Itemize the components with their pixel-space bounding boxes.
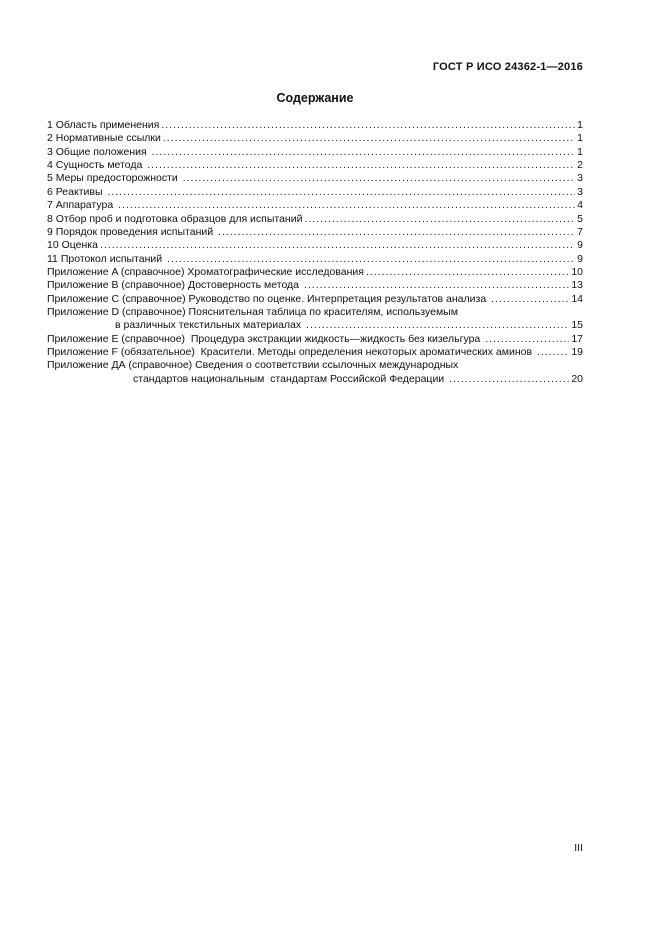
toc-entry-label: 5 Меры предосторожности bbox=[47, 172, 181, 185]
toc-entry-page: 17 bbox=[571, 332, 583, 345]
toc-entry-label: 1 Область применения bbox=[47, 119, 160, 131]
toc-line bbox=[47, 119, 583, 132]
toc-entry bbox=[47, 239, 583, 252]
toc-entry-label: в различных текстильных материалах bbox=[115, 319, 305, 332]
toc-line bbox=[47, 333, 583, 346]
toc-entry-page: 20 bbox=[571, 372, 583, 385]
toc-line bbox=[47, 186, 583, 199]
dot-leader bbox=[107, 186, 575, 199]
toc-entry bbox=[47, 226, 583, 239]
dot-leader bbox=[306, 319, 569, 332]
toc-entry bbox=[47, 159, 583, 172]
toc-line bbox=[47, 213, 583, 226]
toc-entry bbox=[47, 279, 583, 292]
page-title: Содержание bbox=[276, 91, 354, 105]
dot-leader bbox=[304, 213, 575, 226]
toc-entry bbox=[47, 346, 583, 359]
toc-entry-label: 4 Сущность метода bbox=[47, 159, 146, 172]
toc-entry-page: 1 bbox=[577, 145, 583, 158]
dot-leader bbox=[485, 333, 569, 346]
toc-entry-page: 10 bbox=[571, 265, 583, 278]
toc-line bbox=[47, 319, 583, 332]
toc-line bbox=[47, 146, 583, 159]
toc-entry bbox=[47, 333, 583, 346]
table-of-contents bbox=[47, 119, 583, 386]
toc-entry-label: 9 Порядок проведения испытаний bbox=[47, 225, 217, 238]
toc-line bbox=[47, 253, 583, 266]
toc-entry-page: 1 bbox=[577, 132, 583, 145]
toc-entry-label: стандартов национальным стандартам Российской Федерации bbox=[133, 372, 448, 385]
toc-entry-page: 19 bbox=[571, 346, 583, 359]
toc-line bbox=[47, 132, 583, 145]
toc-entry-page: 1 bbox=[577, 119, 583, 131]
dot-leader bbox=[161, 119, 575, 132]
toc-entry-page: 9 bbox=[577, 239, 583, 252]
toc-entry-label: 8 Отбор проб и подготовка образцов для испытаний bbox=[47, 212, 303, 225]
dot-leader bbox=[152, 146, 576, 159]
dot-leader bbox=[491, 293, 569, 306]
toc-line bbox=[47, 306, 583, 319]
toc-entry-label: Приложение F (обязательное) Красители. Методы определения некоторых ароматических аминов bbox=[47, 346, 535, 359]
toc-entry-page: 4 bbox=[577, 199, 583, 212]
dot-leader bbox=[304, 279, 569, 292]
toc-entry-label: 11 Протокол испытаний bbox=[47, 252, 166, 265]
toc-entry-page: 3 bbox=[577, 185, 583, 198]
toc-entry bbox=[47, 199, 583, 212]
toc-line bbox=[47, 172, 583, 185]
toc-entry bbox=[47, 172, 583, 185]
toc-entry-page: 2 bbox=[577, 159, 583, 172]
toc-line bbox=[47, 346, 583, 359]
toc-entry bbox=[47, 146, 583, 159]
dot-leader bbox=[449, 373, 569, 386]
toc-line bbox=[47, 359, 583, 372]
toc-entry-label: Приложение D (справочное) Пояснительная таблица по красителям, используемым bbox=[47, 306, 458, 319]
toc-entry bbox=[47, 186, 583, 199]
dot-leader bbox=[537, 346, 569, 359]
toc-entry-page: 7 bbox=[577, 225, 583, 238]
dot-leader bbox=[118, 199, 575, 212]
toc-entry-label: 10 Оценка bbox=[47, 239, 98, 252]
toc-entry-label: 3 Общие положения bbox=[47, 145, 150, 158]
dot-leader bbox=[183, 172, 575, 185]
dot-leader bbox=[366, 266, 569, 279]
toc-entry-page: 3 bbox=[577, 172, 583, 185]
toc-entry bbox=[47, 306, 583, 333]
toc-line bbox=[47, 199, 583, 212]
toc-entry-label: Приложение E (справочное) Процедура экстракции жидкость—жидкость без кизельгура bbox=[47, 332, 484, 345]
toc-entry bbox=[47, 266, 583, 279]
toc-line bbox=[47, 159, 583, 172]
toc-entry-page: 13 bbox=[571, 279, 583, 292]
page-number: III bbox=[574, 842, 583, 854]
toc-entry-label: 6 Реактивы bbox=[47, 185, 106, 198]
toc-entry bbox=[47, 119, 583, 132]
dot-leader bbox=[100, 239, 575, 252]
dot-leader bbox=[167, 253, 575, 266]
toc-line bbox=[47, 239, 583, 252]
toc-entry-page: 15 bbox=[571, 319, 583, 332]
toc-entry-label: Приложение B (справочное) Достоверность метода bbox=[47, 279, 302, 292]
toc-entry bbox=[47, 132, 583, 145]
toc-entry-label: Приложение ДА (справочное) Сведения о соответствии ссылочных международных bbox=[47, 359, 459, 372]
toc-line bbox=[47, 373, 583, 386]
dot-leader bbox=[163, 132, 575, 145]
toc-entry bbox=[47, 253, 583, 266]
dot-leader bbox=[218, 226, 575, 239]
toc-entry-page: 14 bbox=[571, 292, 583, 305]
toc-entry-label: 7 Аппаратура bbox=[47, 199, 117, 212]
document-standard-code: ГОСТ Р ИСО 24362-1—2016 bbox=[432, 61, 583, 73]
toc-entry-label: Приложение C (справочное) Руководство по оценке. Интерпретация результатов анализа bbox=[47, 292, 490, 305]
toc-entry bbox=[47, 293, 583, 306]
toc-entry-label: 2 Нормативные ссылки bbox=[47, 132, 161, 145]
toc-entry-page: 5 bbox=[577, 212, 583, 225]
toc-line bbox=[47, 266, 583, 279]
toc-line bbox=[47, 279, 583, 292]
dot-leader bbox=[147, 159, 575, 172]
toc-line bbox=[47, 226, 583, 239]
toc-line bbox=[47, 293, 583, 306]
toc-entry-label: Приложение A (справочное) Хроматографические исследования bbox=[47, 265, 364, 278]
toc-entry-page: 9 bbox=[577, 252, 583, 265]
toc-entry bbox=[47, 213, 583, 226]
toc-entry bbox=[47, 359, 583, 386]
